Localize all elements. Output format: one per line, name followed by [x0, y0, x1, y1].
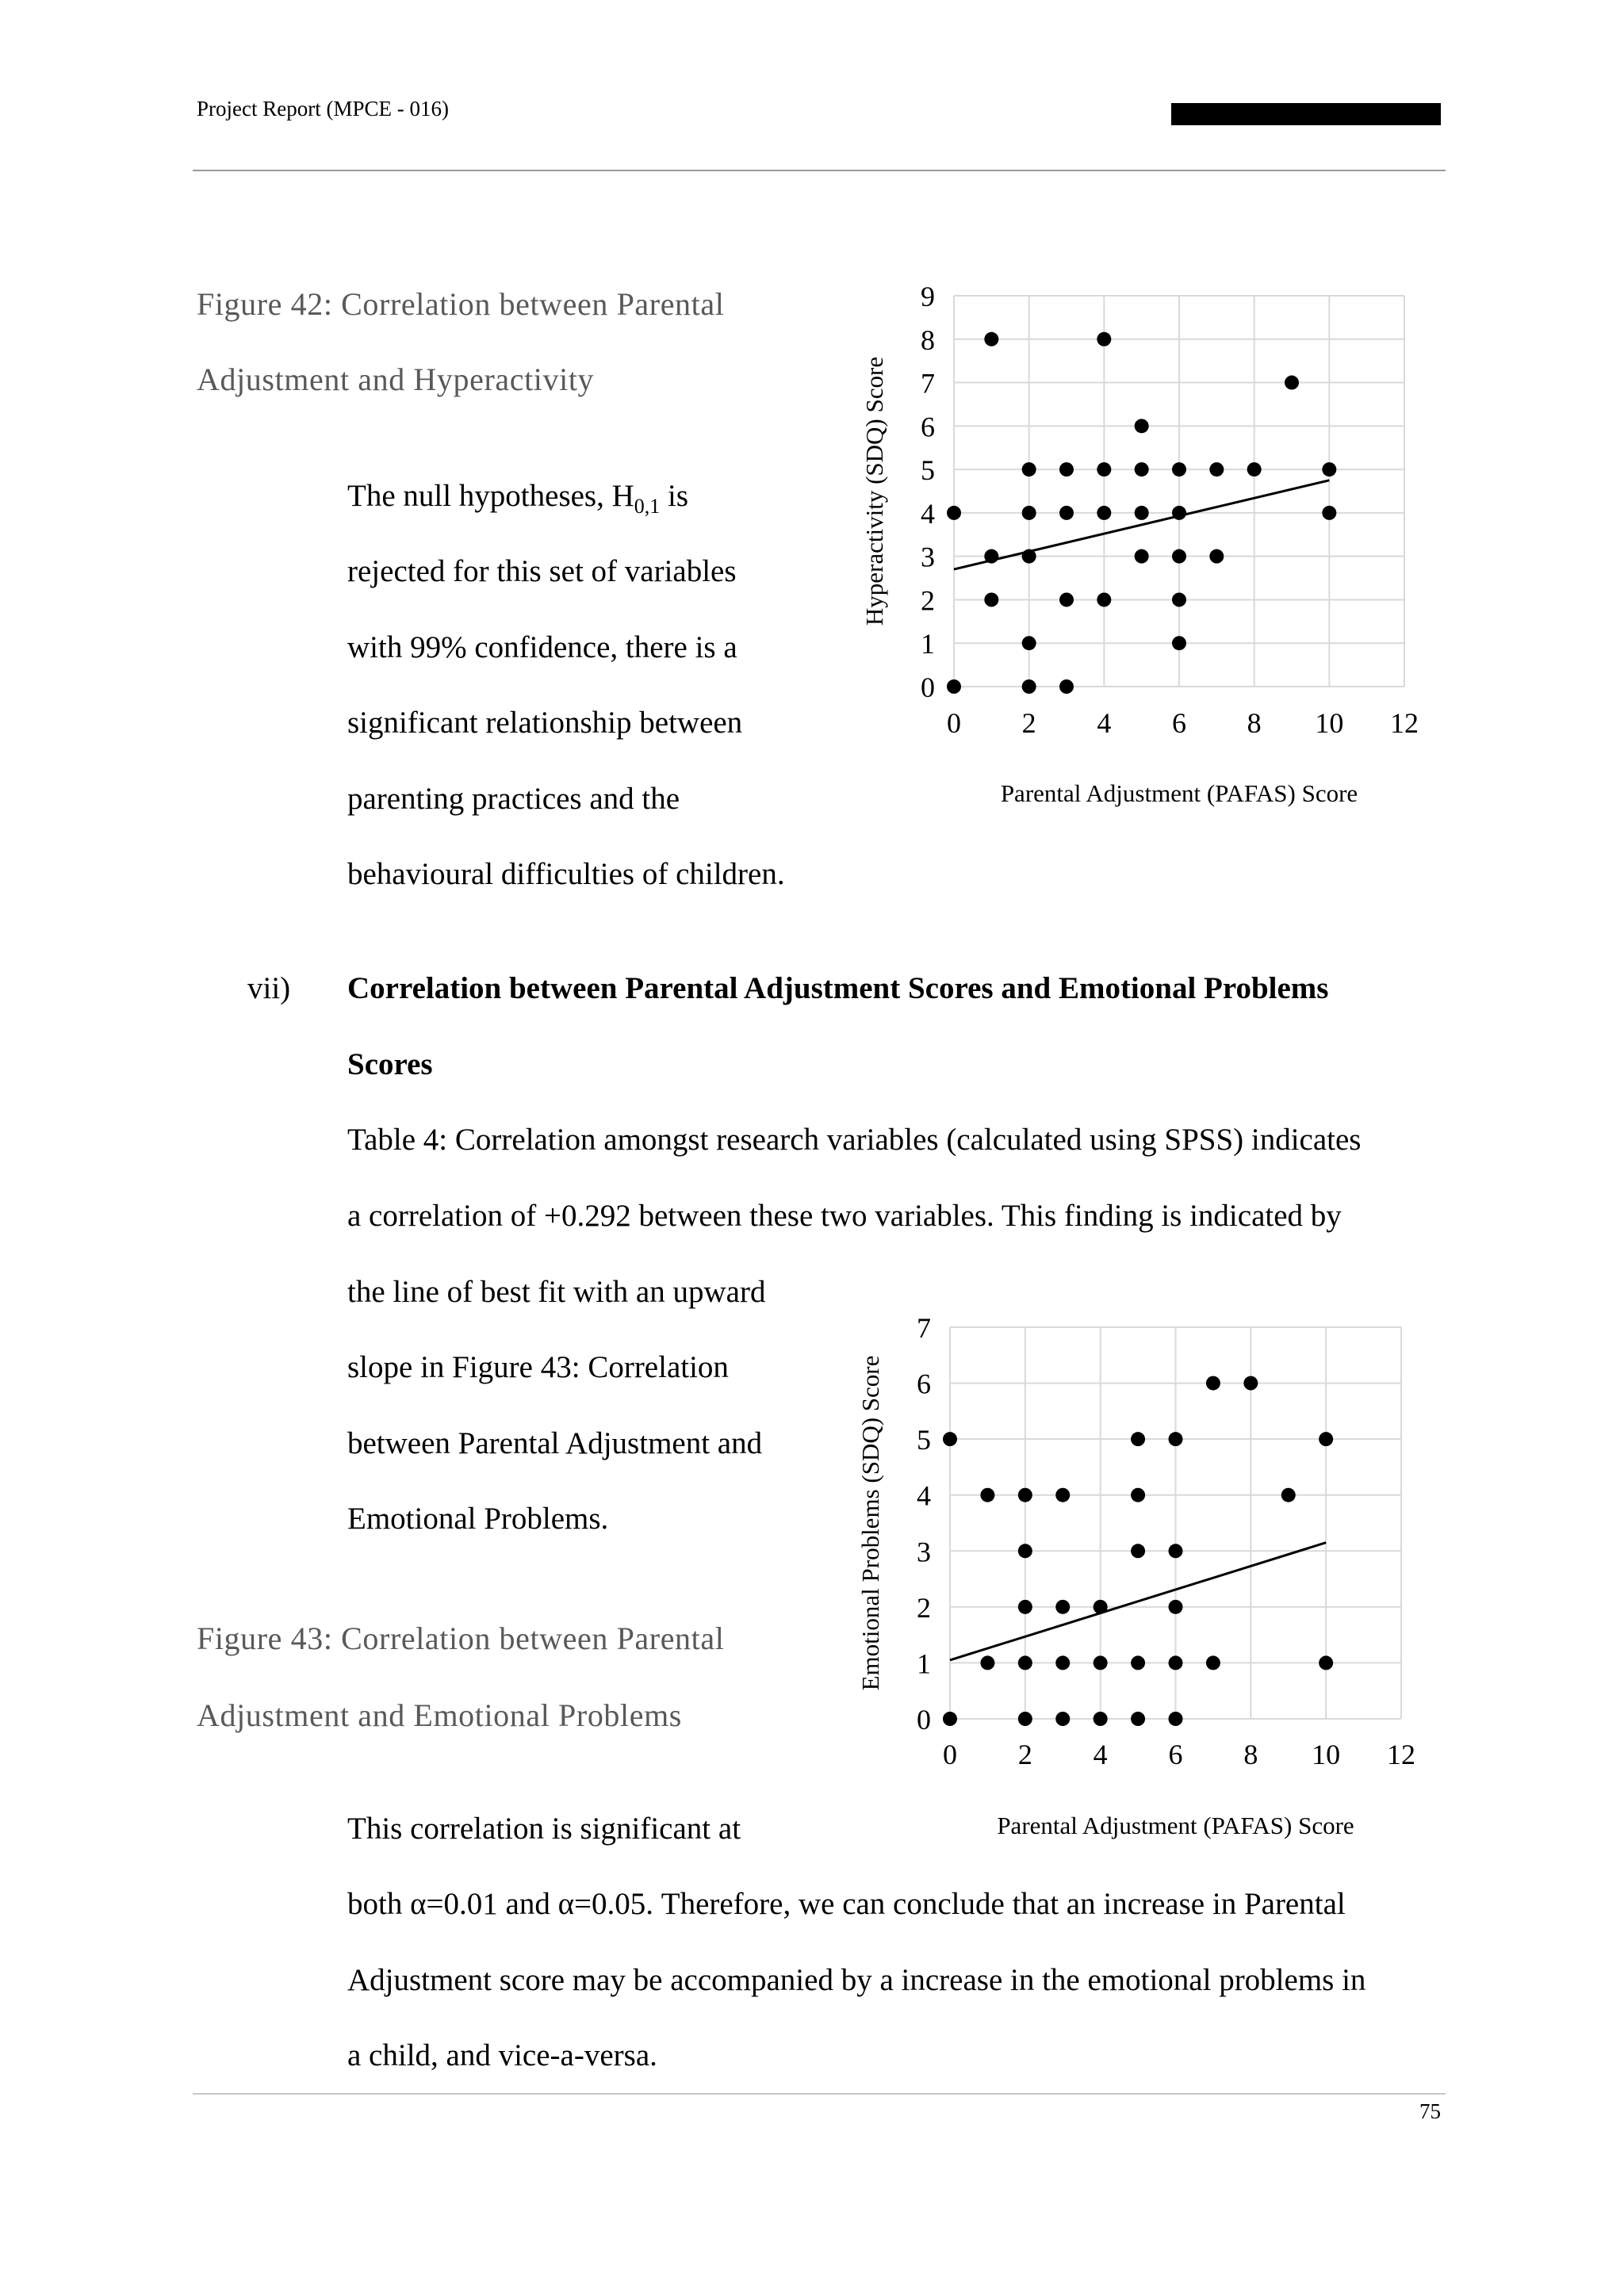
fig43-data-point	[1169, 1432, 1183, 1446]
fig43-y-tick-label: 2	[917, 1591, 931, 1624]
fig42-data-point	[984, 549, 998, 564]
para1-line-4: significant relationship between	[347, 706, 743, 740]
fig43-data-point	[1018, 1712, 1032, 1726]
fig43-data-point	[943, 1712, 957, 1726]
fig42-data-point	[1172, 636, 1186, 650]
fig42-x-tick-label: 12	[1390, 707, 1419, 739]
fig42-data-point	[1059, 462, 1074, 476]
fig42-data-point	[1209, 549, 1224, 564]
fig42-data-point	[1322, 462, 1336, 476]
fig42-y-tick-label: 9	[921, 281, 935, 312]
para2-line-5: between Parental Adjustment and	[347, 1426, 763, 1460]
fig43-data-point	[943, 1432, 957, 1446]
fig42-data-point	[1135, 462, 1149, 476]
fig43-data-point	[1094, 1600, 1108, 1614]
fig42-data-point	[1247, 462, 1262, 476]
fig42-data-point	[1135, 549, 1149, 564]
fig43-x-tick-label: 4	[1093, 1739, 1108, 1770]
fig43-data-point	[1206, 1655, 1220, 1670]
figure-42-caption-line-1: Figure 42: Correlation between Parental	[197, 286, 725, 322]
fig43-trendline	[950, 1543, 1326, 1660]
fig43-x-tick-label: 8	[1243, 1739, 1258, 1770]
fig43-data-point	[1055, 1655, 1070, 1670]
para2-line-6: Emotional Problems.	[347, 1502, 609, 1536]
fig43-data-point	[1169, 1655, 1183, 1670]
fig43-y-tick-label: 4	[917, 1479, 931, 1512]
fig42-x-tick-label: 0	[947, 707, 961, 739]
fig43-data-point	[1169, 1600, 1183, 1614]
para1-line-1-tail: is	[660, 479, 689, 513]
fig42-x-tick-label: 4	[1097, 707, 1112, 739]
fig43-data-point	[1055, 1488, 1070, 1502]
fig42-y-tick-label: 7	[921, 367, 935, 400]
fig43-data-point	[1018, 1488, 1032, 1502]
fig42-data-point	[1022, 636, 1036, 650]
para2-line-1: Table 4: Correlation amongst research variables (calculated using SPSS) indicates	[347, 1123, 1362, 1157]
fig43-data-point	[1131, 1488, 1145, 1502]
fig43-y-tick-label: 6	[917, 1368, 931, 1400]
fig43-data-point	[1131, 1544, 1145, 1558]
fig42-y-tick-label: 3	[921, 541, 935, 573]
fig43-data-point	[1018, 1600, 1032, 1614]
fig43-data-point	[1206, 1376, 1220, 1391]
page-number: 75	[1419, 2099, 1441, 2123]
para1-line-3: with 99% confidence, there is a	[347, 630, 737, 664]
para3-line-1: This correlation is significant at	[347, 1812, 741, 1846]
fig42-data-point	[1097, 506, 1111, 520]
fig43-data-point	[1055, 1600, 1070, 1614]
para1-line-1-text: The null hypotheses, H	[347, 479, 634, 513]
para2-line-2: a correlation of +0.292 between these two variables. This finding is indicated by	[347, 1199, 1342, 1233]
fig42-data-point	[1097, 592, 1111, 607]
fig42-data-point	[1172, 462, 1186, 476]
fig43-data-point	[1018, 1655, 1032, 1670]
fig43-data-point	[1131, 1655, 1145, 1670]
fig43-data-point	[1018, 1544, 1032, 1558]
fig42-y-tick-label: 0	[921, 672, 935, 703]
para3-line-2: both α=0.01 and α=0.05. Therefore, we can conclude that an increase in Parental	[347, 1887, 1346, 1921]
fig43-data-point	[1319, 1655, 1333, 1670]
fig43-x-tick-label: 12	[1387, 1739, 1415, 1770]
para3-line-3: Adjustment score may be accompanied by a increase in the emotional problems in	[347, 1963, 1366, 1997]
para2-line-3: the line of best fit with an upward	[347, 1275, 766, 1309]
fig42-x-tick-label: 6	[1172, 707, 1186, 739]
fig43-y-tick-label: 5	[917, 1424, 931, 1456]
section-heading-line-1: Correlation between Parental Adjustment Scores and Emotional Problems	[347, 971, 1329, 1005]
section-numeral: vii)	[247, 971, 291, 1005]
fig42-data-point	[1022, 549, 1036, 564]
fig42-y-tick-label: 8	[921, 323, 935, 356]
fig43-y-tick-label: 3	[917, 1536, 931, 1568]
fig42-x-axis-label: Parental Adjustment (PAFAS) Score	[1000, 779, 1358, 807]
para1-line-2: rejected for this set of variables	[347, 554, 737, 588]
fig42-y-axis-label: Hyperactivity (SDQ) Score	[860, 356, 888, 626]
fig43-data-point	[1243, 1376, 1258, 1391]
fig43-data-point	[1131, 1432, 1145, 1446]
fig42-data-point	[1209, 462, 1224, 476]
fig43-data-point	[1131, 1712, 1145, 1726]
fig42-data-point	[1172, 506, 1186, 520]
fig43-data-point	[1319, 1432, 1333, 1446]
fig43-data-point	[1169, 1712, 1183, 1726]
fig42-data-point	[1022, 462, 1036, 476]
fig42-data-point	[984, 332, 998, 346]
fig42-data-point	[947, 506, 961, 520]
fig43-x-tick-label: 10	[1312, 1739, 1341, 1770]
fig43-x-axis-label: Parental Adjustment (PAFAS) Score	[997, 1812, 1354, 1839]
figure-43-caption-line-2: Adjustment and Emotional Problems	[197, 1697, 682, 1733]
fig43-y-tick-label: 1	[917, 1647, 931, 1680]
fig42-x-tick-label: 2	[1021, 707, 1036, 739]
fig43-x-tick-label: 6	[1168, 1739, 1183, 1770]
fig42-y-tick-label: 5	[921, 454, 935, 487]
fig42-x-tick-label: 8	[1247, 707, 1262, 739]
section-heading-line-2: Scores	[347, 1047, 433, 1081]
fig43-data-point	[1055, 1712, 1070, 1726]
fig42-data-point	[1022, 506, 1036, 520]
fig42-data-point	[1059, 679, 1074, 694]
fig42-data-point	[1135, 506, 1149, 520]
figure-42-caption-line-2: Adjustment and Hyperactivity	[197, 362, 595, 397]
running-header: Project Report (MPCE - 016)	[197, 97, 449, 121]
fig42-data-point	[1172, 592, 1186, 607]
fig42-y-tick-label: 6	[921, 411, 935, 443]
fig43-data-point	[1281, 1488, 1296, 1502]
fig43-data-point	[1094, 1712, 1108, 1726]
fig42-y-tick-label: 2	[921, 584, 935, 617]
fig43-y-tick-label: 0	[917, 1704, 931, 1735]
fig43-data-point	[980, 1488, 994, 1502]
fig43-x-tick-label: 0	[943, 1739, 957, 1770]
fig43-data-point	[1094, 1655, 1108, 1670]
para2-line-4: slope in Figure 43: Correlation	[347, 1350, 729, 1384]
fig42-data-point	[1059, 506, 1074, 520]
fig43-data-point	[1169, 1544, 1183, 1558]
fig42-data-point	[947, 679, 961, 694]
fig42-data-point	[1172, 549, 1186, 564]
fig42-data-point	[1322, 506, 1336, 520]
fig42-data-point	[1097, 332, 1111, 346]
fig43-y-tick-label: 7	[917, 1312, 931, 1344]
fig43-x-tick-label: 2	[1017, 1739, 1032, 1770]
para1-line-5: parenting practices and the	[347, 782, 680, 816]
fig42-data-point	[984, 592, 998, 607]
fig42-x-tick-label: 10	[1315, 707, 1344, 739]
para3-line-4: a child, and vice-a-versa.	[347, 2038, 657, 2072]
fig43-y-axis-label: Emotional Problems (SDQ) Score	[856, 1355, 884, 1691]
para1-line-6: behavioural difficulties of children.	[347, 857, 785, 891]
fig43-data-point	[980, 1655, 994, 1670]
hypothesis-subscript: 0,1	[634, 494, 661, 518]
figure-43-caption-line-1: Figure 43: Correlation between Parental	[197, 1621, 725, 1656]
fig42-data-point	[1135, 419, 1149, 433]
fig42-y-tick-label: 1	[921, 628, 935, 660]
fig42-data-point	[1059, 592, 1074, 607]
fig42-y-tick-label: 4	[921, 497, 935, 530]
fig42-data-point	[1022, 679, 1036, 694]
fig42-data-point	[1097, 462, 1111, 476]
fig42-data-point	[1285, 376, 1299, 390]
